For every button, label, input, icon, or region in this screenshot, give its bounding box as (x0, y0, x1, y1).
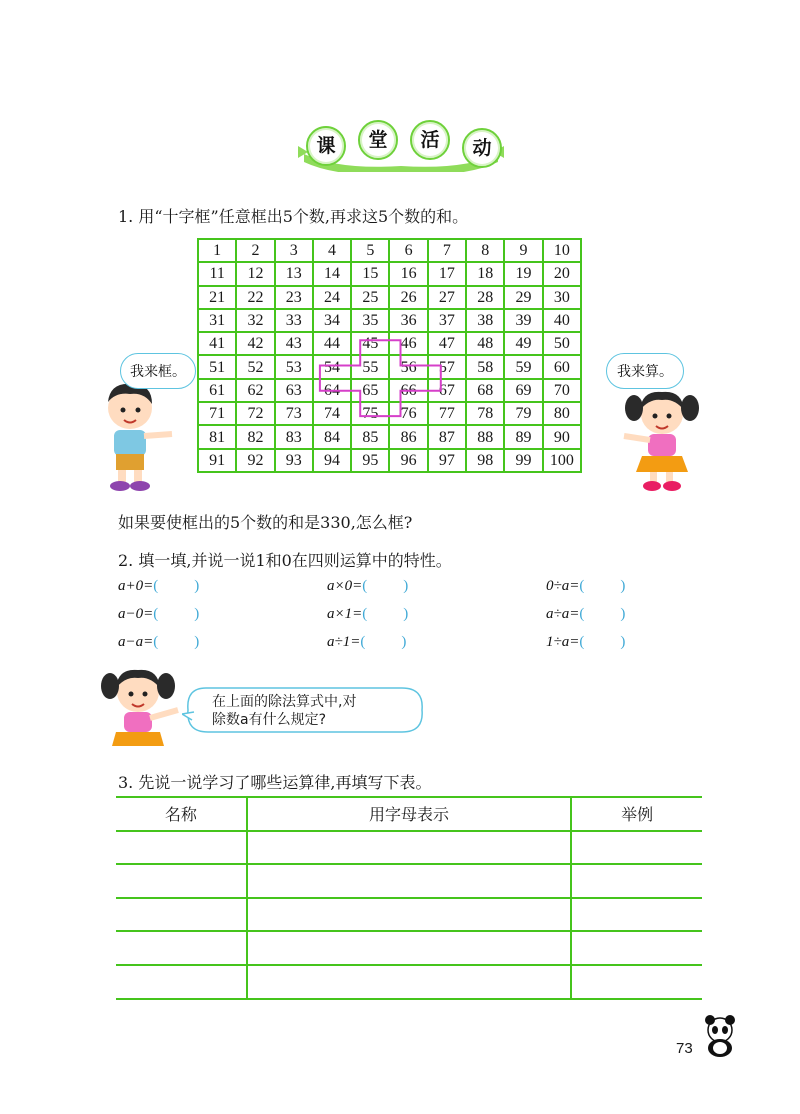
table-cell[interactable] (247, 931, 572, 965)
table-cell[interactable] (116, 931, 247, 965)
grid-row (198, 379, 581, 402)
fill-in-item (118, 634, 199, 651)
table-row (116, 864, 702, 898)
answer-blank-open[interactable]: ( (579, 606, 585, 622)
table-row (116, 831, 702, 865)
table-cell[interactable] (116, 965, 247, 999)
grid-cell: 40 (543, 309, 581, 332)
grid-cell: 75 (351, 402, 389, 425)
answer-blank-close: ) (403, 606, 409, 622)
header-example: 举例 (571, 797, 702, 831)
grid-cell: 37 (428, 309, 466, 332)
number-grid (197, 238, 582, 473)
grid-cell: 55 (351, 355, 389, 378)
grid-cell: 17 (428, 262, 466, 285)
grid-row (198, 239, 581, 262)
grid-cell: 67 (428, 379, 466, 402)
table-cell[interactable] (247, 898, 572, 932)
answer-blank-open[interactable]: ( (362, 578, 368, 594)
answer-blank-open[interactable]: ( (153, 578, 159, 594)
grid-cell: 48 (466, 332, 504, 355)
grid-cell: 28 (466, 286, 504, 309)
fill-in-item (327, 578, 408, 595)
grid-cell: 81 (198, 425, 236, 448)
grid-cell: 19 (504, 262, 542, 285)
grid-cell: 24 (313, 286, 351, 309)
grid-cell: 43 (275, 332, 313, 355)
expression: 1÷a= (546, 634, 580, 650)
fill-in-item (546, 578, 625, 595)
grid-cell: 39 (504, 309, 542, 332)
grid-cell: 4 (313, 239, 351, 262)
grid-cell: 41 (198, 332, 236, 355)
grid-cell: 65 (351, 379, 389, 402)
grid-cell: 90 (543, 425, 581, 448)
page-number: 73 (676, 1040, 693, 1057)
grid-cell: 1 (198, 239, 236, 262)
grid-cell: 69 (504, 379, 542, 402)
grid-cell: 45 (351, 332, 389, 355)
grid-cell: 85 (351, 425, 389, 448)
table-header-row (116, 797, 702, 831)
fill-in-item (327, 634, 406, 651)
grid-cell: 8 (466, 239, 504, 262)
grid-cell: 49 (504, 332, 542, 355)
speech-bubble-right: 我来算。 (606, 353, 684, 389)
answer-blank-close: ) (194, 634, 200, 650)
banner-char: 动 (462, 128, 502, 168)
expression: a÷1= (327, 634, 361, 650)
grid-cell: 59 (504, 355, 542, 378)
grid-cell: 34 (313, 309, 351, 332)
answer-blank-open[interactable]: ( (360, 634, 366, 650)
grid-cell: 61 (198, 379, 236, 402)
grid-cell: 52 (236, 355, 274, 378)
grid-cell: 88 (466, 425, 504, 448)
grid-cell: 42 (236, 332, 274, 355)
grid-cell: 50 (543, 332, 581, 355)
grid-cell: 64 (313, 379, 351, 402)
answer-blank-close: ) (194, 606, 200, 622)
grid-cell: 89 (504, 425, 542, 448)
grid-cell: 96 (389, 449, 427, 472)
girl-illustration (98, 664, 182, 750)
girl-illustration (620, 384, 704, 492)
panda-icon (700, 1014, 740, 1058)
grid-cell: 23 (275, 286, 313, 309)
table-row (116, 898, 702, 932)
table-row (116, 931, 702, 965)
fill-in-item (327, 606, 408, 623)
expression: a×1= (327, 606, 363, 622)
grid-cell: 100 (543, 449, 581, 472)
grid-cell: 94 (313, 449, 351, 472)
grid-cell: 68 (466, 379, 504, 402)
grid-row (198, 309, 581, 332)
expression: 0÷a= (546, 578, 580, 594)
grid-cell: 84 (313, 425, 351, 448)
grid-row (198, 262, 581, 285)
answer-blank-open[interactable]: ( (579, 578, 585, 594)
table-cell[interactable] (247, 831, 572, 865)
banner-char: 堂 (358, 120, 398, 160)
grid-cell: 74 (313, 402, 351, 425)
grid-cell: 93 (275, 449, 313, 472)
bubble-line: 除数a有什么规定? (212, 712, 327, 728)
answer-blank-close: ) (620, 578, 626, 594)
grid-cell: 58 (466, 355, 504, 378)
grid-cell: 38 (466, 309, 504, 332)
grid-cell: 25 (351, 286, 389, 309)
table-cell[interactable] (116, 898, 247, 932)
table-row (116, 965, 702, 999)
grid-cell: 79 (504, 402, 542, 425)
grid-row (198, 286, 581, 309)
grid-cell: 99 (504, 449, 542, 472)
table-cell[interactable] (571, 864, 702, 898)
grid-cell: 29 (504, 286, 542, 309)
question-1-text: 1. 用“十字框”任意框出5个数,再求这5个数的和。 (118, 207, 469, 226)
grid-cell: 91 (198, 449, 236, 472)
grid-cell: 30 (543, 286, 581, 309)
grid-cell: 32 (236, 309, 274, 332)
grid-cell: 2 (236, 239, 274, 262)
table-cell[interactable] (247, 864, 572, 898)
answer-blank-open[interactable]: ( (362, 606, 368, 622)
grid-cell: 16 (389, 262, 427, 285)
grid-cell: 54 (313, 355, 351, 378)
table-cell[interactable] (571, 931, 702, 965)
table-cell[interactable] (571, 898, 702, 932)
grid-cell: 92 (236, 449, 274, 472)
grid-cell: 3 (275, 239, 313, 262)
answer-blank-close: ) (401, 634, 407, 650)
table-cell[interactable] (247, 965, 572, 999)
grid-cell: 86 (389, 425, 427, 448)
grid-cell: 97 (428, 449, 466, 472)
grid-cell: 35 (351, 309, 389, 332)
grid-cell: 87 (428, 425, 466, 448)
bubble-line: 在上面的除法算式中,对 (212, 694, 357, 710)
question-2-text: 2. 填一填,并说一说1和0在四则运算中的特性。 (118, 551, 452, 570)
grid-cell: 9 (504, 239, 542, 262)
grid-cell: 47 (428, 332, 466, 355)
grid-cell: 14 (313, 262, 351, 285)
grid-row (198, 402, 581, 425)
fill-in-item (118, 606, 199, 623)
table-cell[interactable] (116, 831, 247, 865)
grid-cell: 72 (236, 402, 274, 425)
header-letters: 用字母表示 (247, 797, 572, 831)
grid-cell: 62 (236, 379, 274, 402)
banner-char: 活 (410, 120, 450, 160)
header-name: 名称 (116, 797, 247, 831)
grid-row (198, 425, 581, 448)
grid-cell: 21 (198, 286, 236, 309)
grid-cell: 95 (351, 449, 389, 472)
grid-cell: 56 (389, 355, 427, 378)
grid-row (198, 355, 581, 378)
grid-cell: 7 (428, 239, 466, 262)
grid-cell: 36 (389, 309, 427, 332)
boy-illustration (96, 378, 180, 493)
grid-cell: 77 (428, 402, 466, 425)
grid-cell: 66 (389, 379, 427, 402)
grid-cell: 76 (389, 402, 427, 425)
question-3-text: 3. 先说一说学习了哪些运算律,再填写下表。 (118, 773, 432, 792)
grid-cell: 98 (466, 449, 504, 472)
section-banner (298, 118, 504, 170)
expression: a+0= (118, 578, 154, 594)
grid-row (198, 332, 581, 355)
grid-cell: 53 (275, 355, 313, 378)
answer-blank-open[interactable]: ( (579, 634, 585, 650)
grid-cell: 70 (543, 379, 581, 402)
fill-in-item (546, 606, 625, 623)
question-1-followup: 如果要使框出的5个数的和是330,怎么框? (118, 513, 413, 532)
grid-cell: 33 (275, 309, 313, 332)
answer-blank-open[interactable]: ( (153, 606, 159, 622)
grid-cell: 60 (543, 355, 581, 378)
grid-cell: 82 (236, 425, 274, 448)
banner-char: 课 (306, 126, 346, 166)
expression: a−a= (118, 634, 154, 650)
grid-cell: 27 (428, 286, 466, 309)
grid-cell: 12 (236, 262, 274, 285)
expression: a×0= (327, 578, 363, 594)
grid-cell: 63 (275, 379, 313, 402)
grid-cell: 26 (389, 286, 427, 309)
grid-cell: 46 (389, 332, 427, 355)
table-cell[interactable] (116, 864, 247, 898)
answer-blank-close: ) (620, 634, 626, 650)
grid-cell: 18 (466, 262, 504, 285)
grid-cell: 6 (389, 239, 427, 262)
grid-cell: 31 (198, 309, 236, 332)
table-cell[interactable] (571, 965, 702, 999)
law-table (116, 796, 702, 1000)
grid-cell: 11 (198, 262, 236, 285)
grid-cell: 78 (466, 402, 504, 425)
grid-cell: 20 (543, 262, 581, 285)
grid-cell: 73 (275, 402, 313, 425)
grid-cell: 22 (236, 286, 274, 309)
answer-blank-close: ) (620, 606, 626, 622)
speech-bubble-left: 我来框。 (120, 353, 196, 389)
grid-cell: 15 (351, 262, 389, 285)
grid-cell: 57 (428, 355, 466, 378)
answer-blank-close: ) (194, 578, 200, 594)
grid-cell: 80 (543, 402, 581, 425)
expression: a÷a= (546, 606, 580, 622)
grid-cell: 71 (198, 402, 236, 425)
answer-blank-open[interactable]: ( (153, 634, 159, 650)
speech-bubble-question (212, 693, 356, 729)
answer-blank-close: ) (403, 578, 409, 594)
grid-cell: 13 (275, 262, 313, 285)
grid-cell: 5 (351, 239, 389, 262)
table-cell[interactable] (571, 831, 702, 865)
fill-in-item (546, 634, 625, 651)
grid-cell: 51 (198, 355, 236, 378)
grid-row (198, 449, 581, 472)
grid-cell: 83 (275, 425, 313, 448)
fill-in-item (118, 578, 199, 595)
grid-cell: 44 (313, 332, 351, 355)
expression: a−0= (118, 606, 154, 622)
grid-cell: 10 (543, 239, 581, 262)
